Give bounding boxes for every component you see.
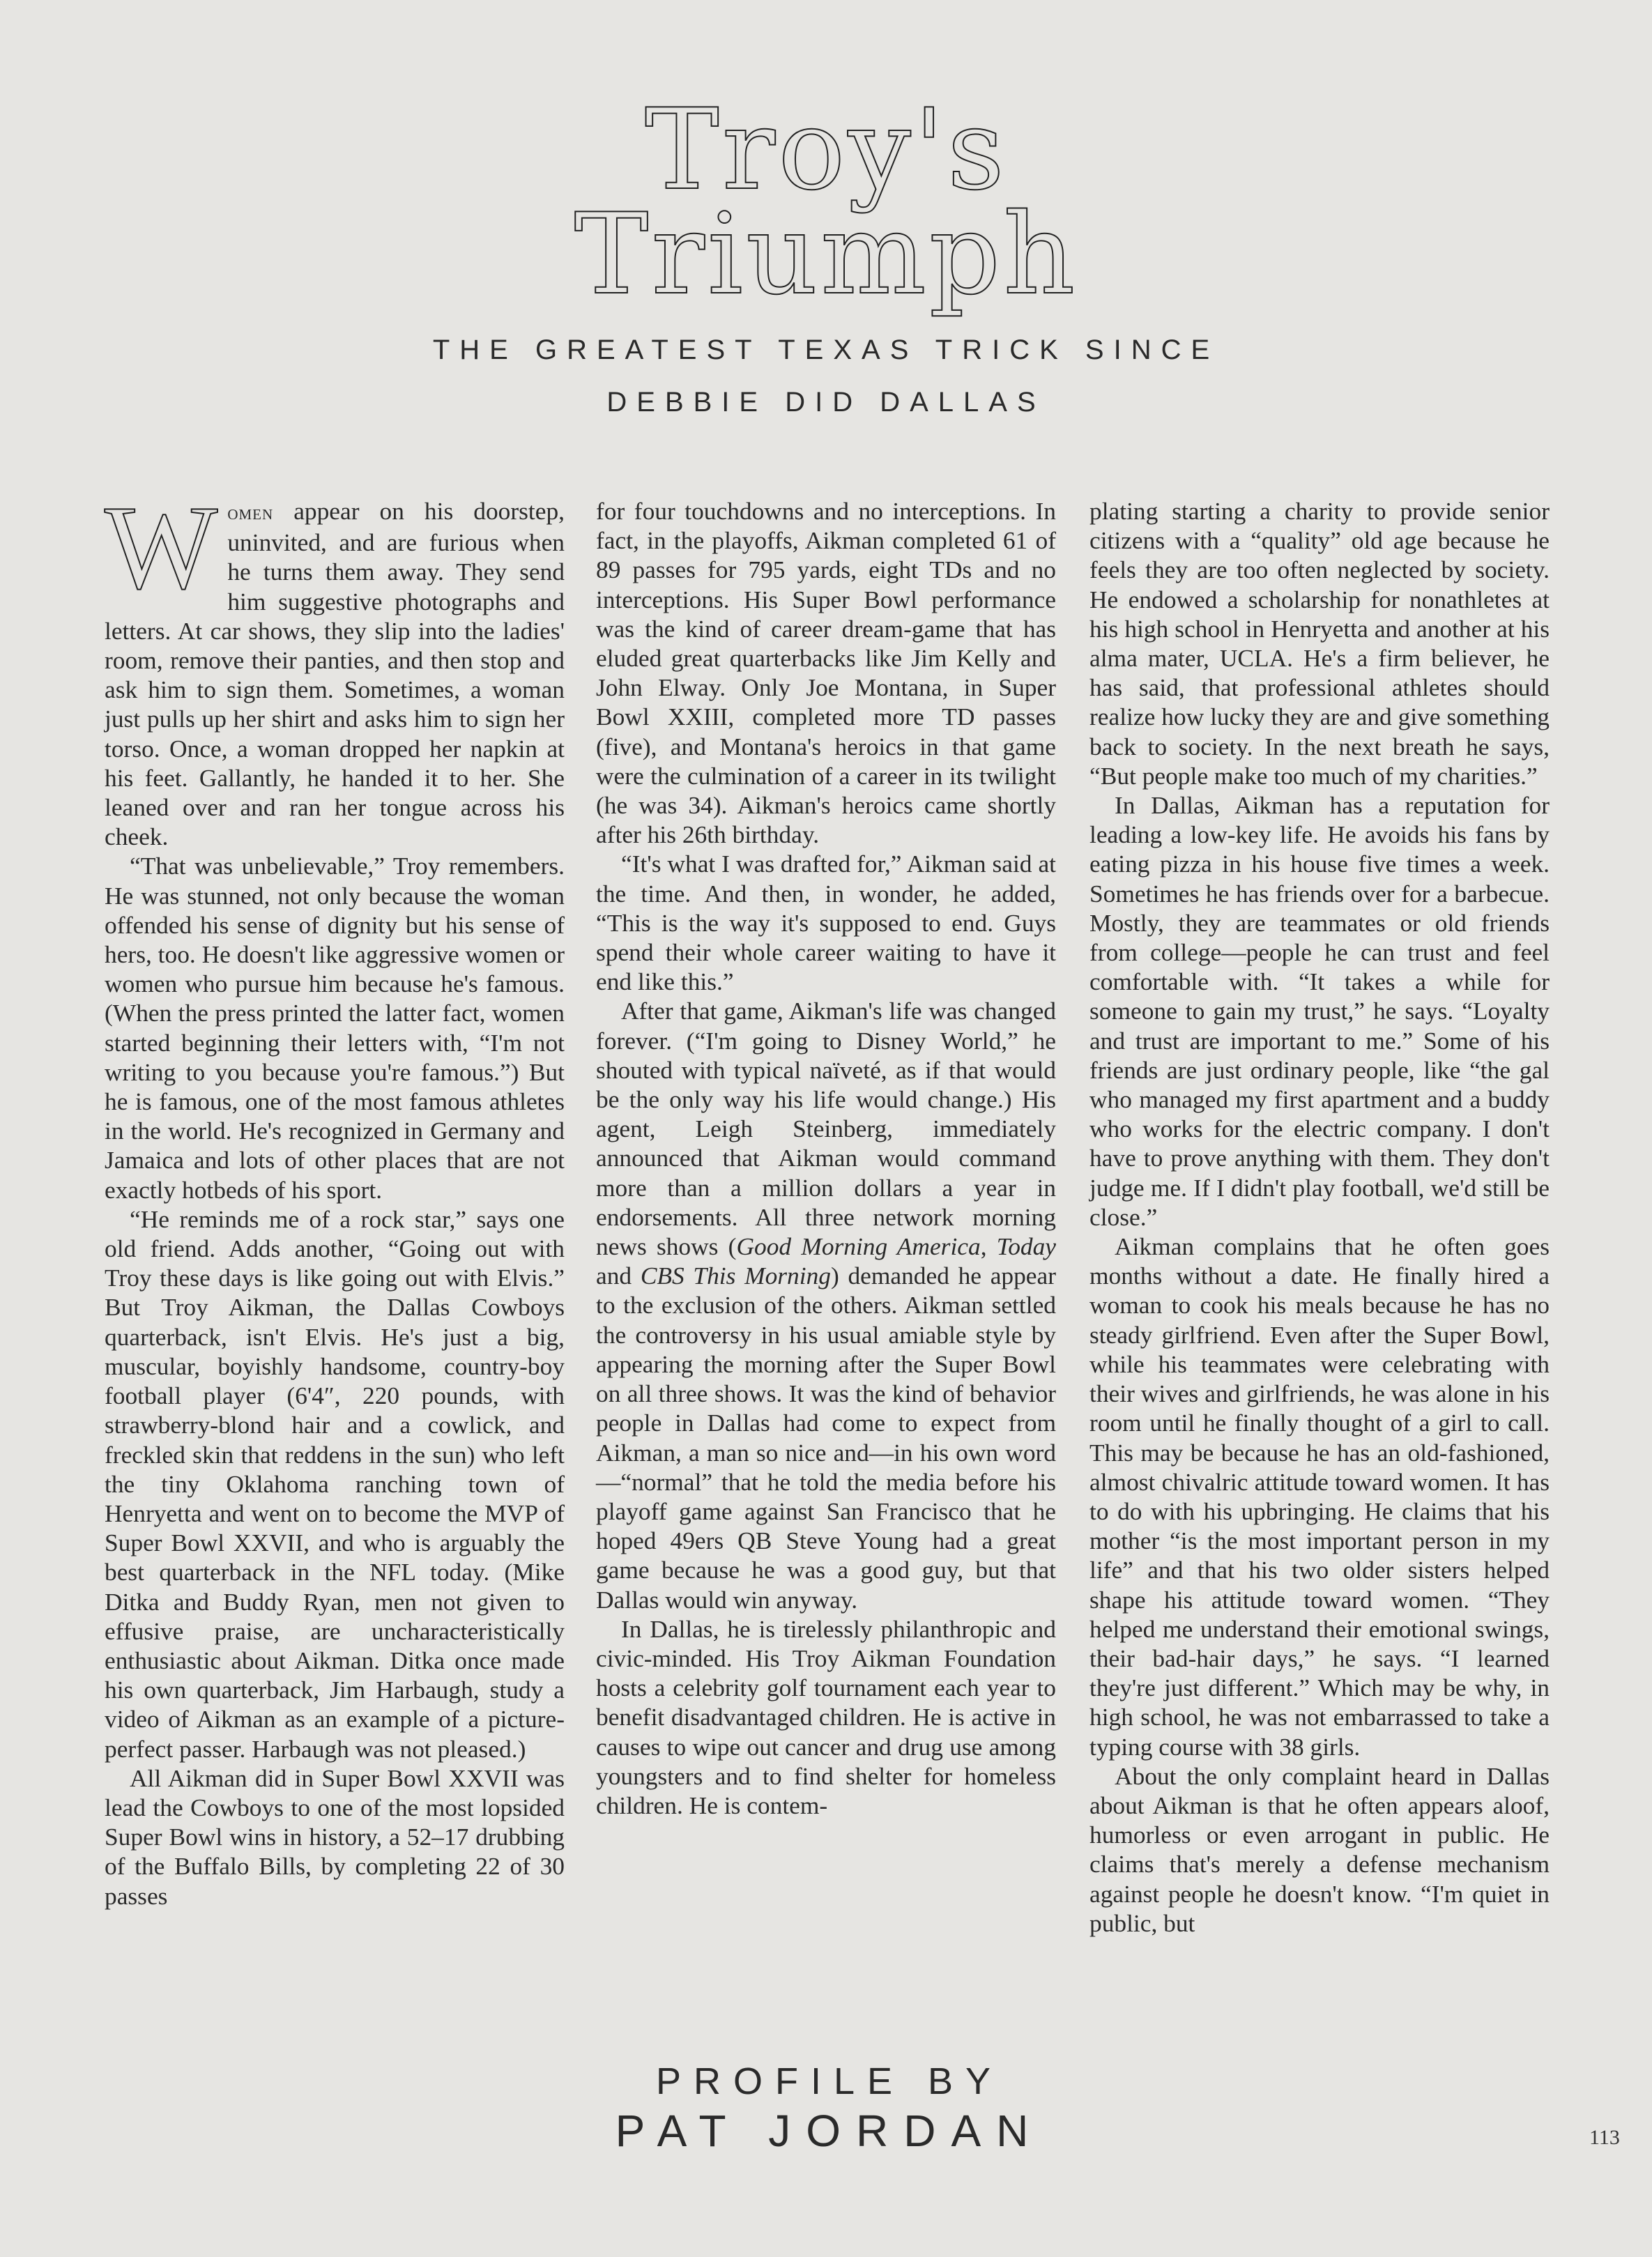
- article-paragraph: In Dallas, Aikman has a reputation for leading a low-key life. He avoids his fans by eating pizza in his house five times a week. Sometimes he has friends over for a barbecue. Mostly, they are teammates or old friends from college—people he can trust and feel comfortable with. “It takes a while for someone to gain my trust,” he says. “Loyalty and trust are important to me.” Some of his friends are just ordinary people, like “the gal who managed my first apartment and a buddy who works for the electric company. I don't have to prove anything with them. They don't judge me. If I didn't play football, we'd still be close.”: [1089, 791, 1550, 1231]
- article-paragraph: [596, 996, 1056, 1614]
- paragraph-text: ) demanded he appear to the exclusion of the others. Aikman settled the controversy in his usual amiable style by appearing the morning after the Super Bowl on all three shows. It was the kind of behavior people in Dallas had come to expect from Aikman, a man so nice and—in his own word—“normal” that he told the media before his playoff game against San Francisco that he hoped 49ers QB Steve Young had a great game because he was a good guy, but that Dallas would win anyway.: [596, 1262, 1057, 1614]
- article-paragraph: Aikman complains that he often goes months without a date. He finally hired a woman to cook his meals because he has no steady girlfriend. Even after the Super Bowl, while his teammates were celebrating with their wives and girlfriends, he was alone in his room until he finally thought of a girl to call. This may be because he has an old-fashioned, almost chivalric attitude toward women. It has to do with his upbringing. He claims that his mother “is the most important person in my life” and that his two older sisters helped shape his attitude toward women. “They helped me understand their emotional swings, their bad-hair days,” he says. “I learned they're just different.” Which may be why, in high school, he was not embarrassed to take a typing course with 38 girls.: [1089, 1232, 1550, 1761]
- subtitle-line-2: DEBBIE DID DALLAS: [606, 387, 1046, 418]
- article-paragraph: “It's what I was drafted for,” Aikman said at the time. And then, in wonder, he added, “This is the way it's supposed to end. Guys spend their whole career waiting to have it end like this.”: [596, 850, 1056, 996]
- headline-line-1: Troy's: [644, 84, 1007, 215]
- headline-line-2: Triumph: [574, 189, 1078, 319]
- article-paragraph: About the only complaint heard in Dallas about Aikman is that he often appears aloof, humorless or even arrogant in public. He claims that's merely a defense mechanism against people he doesn't know. “I'm quiet in public, but: [1089, 1761, 1550, 1937]
- article-paragraph: for four touchdowns and no interceptions. In fact, in the playoffs, Aikman completed 61 of 89 passes for 795 yards, eight TDs and no interceptions. His Super Bowl performance was the kind of career dream-game that has eluded great quarterbacks like Jim Kelly and John Elway. Only Joe Montana, in Super Bowl XXIII, completed more TD passes (five), and Montana's heroics in that game were the culmination of a career in its twilight (he was 34). Aikman's heroics came shortly after his 26th birthday.: [596, 497, 1056, 849]
- article-paragraph: All Aikman did in Super Bowl XXVII was lead the Cowboys to one of the most lopsided Super Bowl wins in history, a 52–17 drubbing of the Buffalo Bills, by completing 22 of 30 passes: [105, 1763, 565, 1910]
- paragraph-text: After that game, Aikman's life was changed forever. (“I'm going to Disney World,” he shouted with typical naïveté, as if that would be the only way his life would change.) His agent, Leigh Steinberg, immediately announced that Aikman would command more than a million dollars a year in endorsements. All three network morning news shows (: [596, 997, 1056, 1261]
- separator-text: and: [596, 1262, 641, 1290]
- drop-cap: W: [105, 482, 218, 614]
- show-title: Good Morning America: [736, 1232, 981, 1261]
- article-paragraph: plating starting a charity to provide senior citizens with a “quality” old age because he feels they are too often neglected by society. He endowed a scholarship for nonathletes at his high school in Henryetta and another at his alma mater, UCLA. He's a firm believer, he has said, that professional athletes should realize how lucky they are and give something back to society. In the next breath he says, “But people make too much of my charities.”: [1089, 497, 1550, 790]
- separator-text: ,: [980, 1232, 997, 1261]
- article-paragraph: “That was unbelievable,” Troy remembers. He was stunned, not only because the woman offended his sense of dignity but his sense of hers, too. He doesn't like aggressive women or women who pursue him because he's famous. (When the press printed the latter fact, women started beginning their letters with, “I'm not writing to you because you're famous.”) But he is famous, one of the most famous athletes in the world. He's recognized in Germany and Jamaica and lots of other places that are not exactly hotbeds of his sport.: [105, 852, 565, 1204]
- byline-label: PROFILE BY: [655, 2060, 1004, 2102]
- article-column-2: [596, 496, 1056, 1820]
- show-title: CBS This Morning: [640, 1262, 831, 1290]
- subtitle-line-1: THE GREATEST TEXAS TRICK SINCE: [432, 335, 1220, 365]
- byline-author: PAT JORDAN: [615, 2106, 1044, 2156]
- article-column-1: [105, 482, 565, 1911]
- page-number: 113: [1589, 2126, 1620, 2149]
- article-paragraph: “He reminds me of a rock star,” says one old friend. Adds another, “Going out with Troy these days is like going out with Elvis.” But Troy Aikman, the Dallas Cowboys quarterback, isn't Elvis. He's just a big, muscular, boyishly handsome, country-boy football player (6'4″, 220 pounds, with strawberry-blond hair and a cowlick, and freckled skin that reddens in the sun) who left the tiny Oklahoma ranching town of Henryetta and went on to become the MVP of Super Bowl XXVII, and who is arguably the best quarterback in the NFL today. (Mike Ditka and Buddy Ryan, men not given to effusive praise, are uncharacteristically enthusiastic about Aikman. Ditka once made his own quarterback, Jim Harbaugh, study a video of Aikman as an example of a picture-perfect passer. Harbaugh was not pleased.): [105, 1204, 565, 1763]
- article-column-3: [1089, 496, 1550, 1938]
- lead-in-smallcaps: omen: [227, 501, 274, 524]
- article-paragraph: [105, 482, 565, 851]
- article-paragraph: In Dallas, he is tirelessly philanthropic and civic-minded. His Troy Aikman Foundation hosts a celebrity golf tournament each year to benefit disadvantaged children. He is active in causes to wipe out cancer and drug use among youngsters and to find shelter for homeless children. He is contem-: [596, 1614, 1056, 1819]
- paragraph-text: appear on his doorstep, uninvited, and are furious when he turns them away. They send him suggestive photographs and letters. At car shows, they slip into the ladies' room, remove their panties, and then stop and ask him to sign them. Sometimes, a woman just pulls up her shirt and asks him to sign her torso. Once, a woman dropped her napkin at his feet. Gallantly, he handed it to her. She leaned over and ran her tongue across his cheek.: [105, 497, 565, 851]
- show-title: Today: [996, 1232, 1056, 1261]
